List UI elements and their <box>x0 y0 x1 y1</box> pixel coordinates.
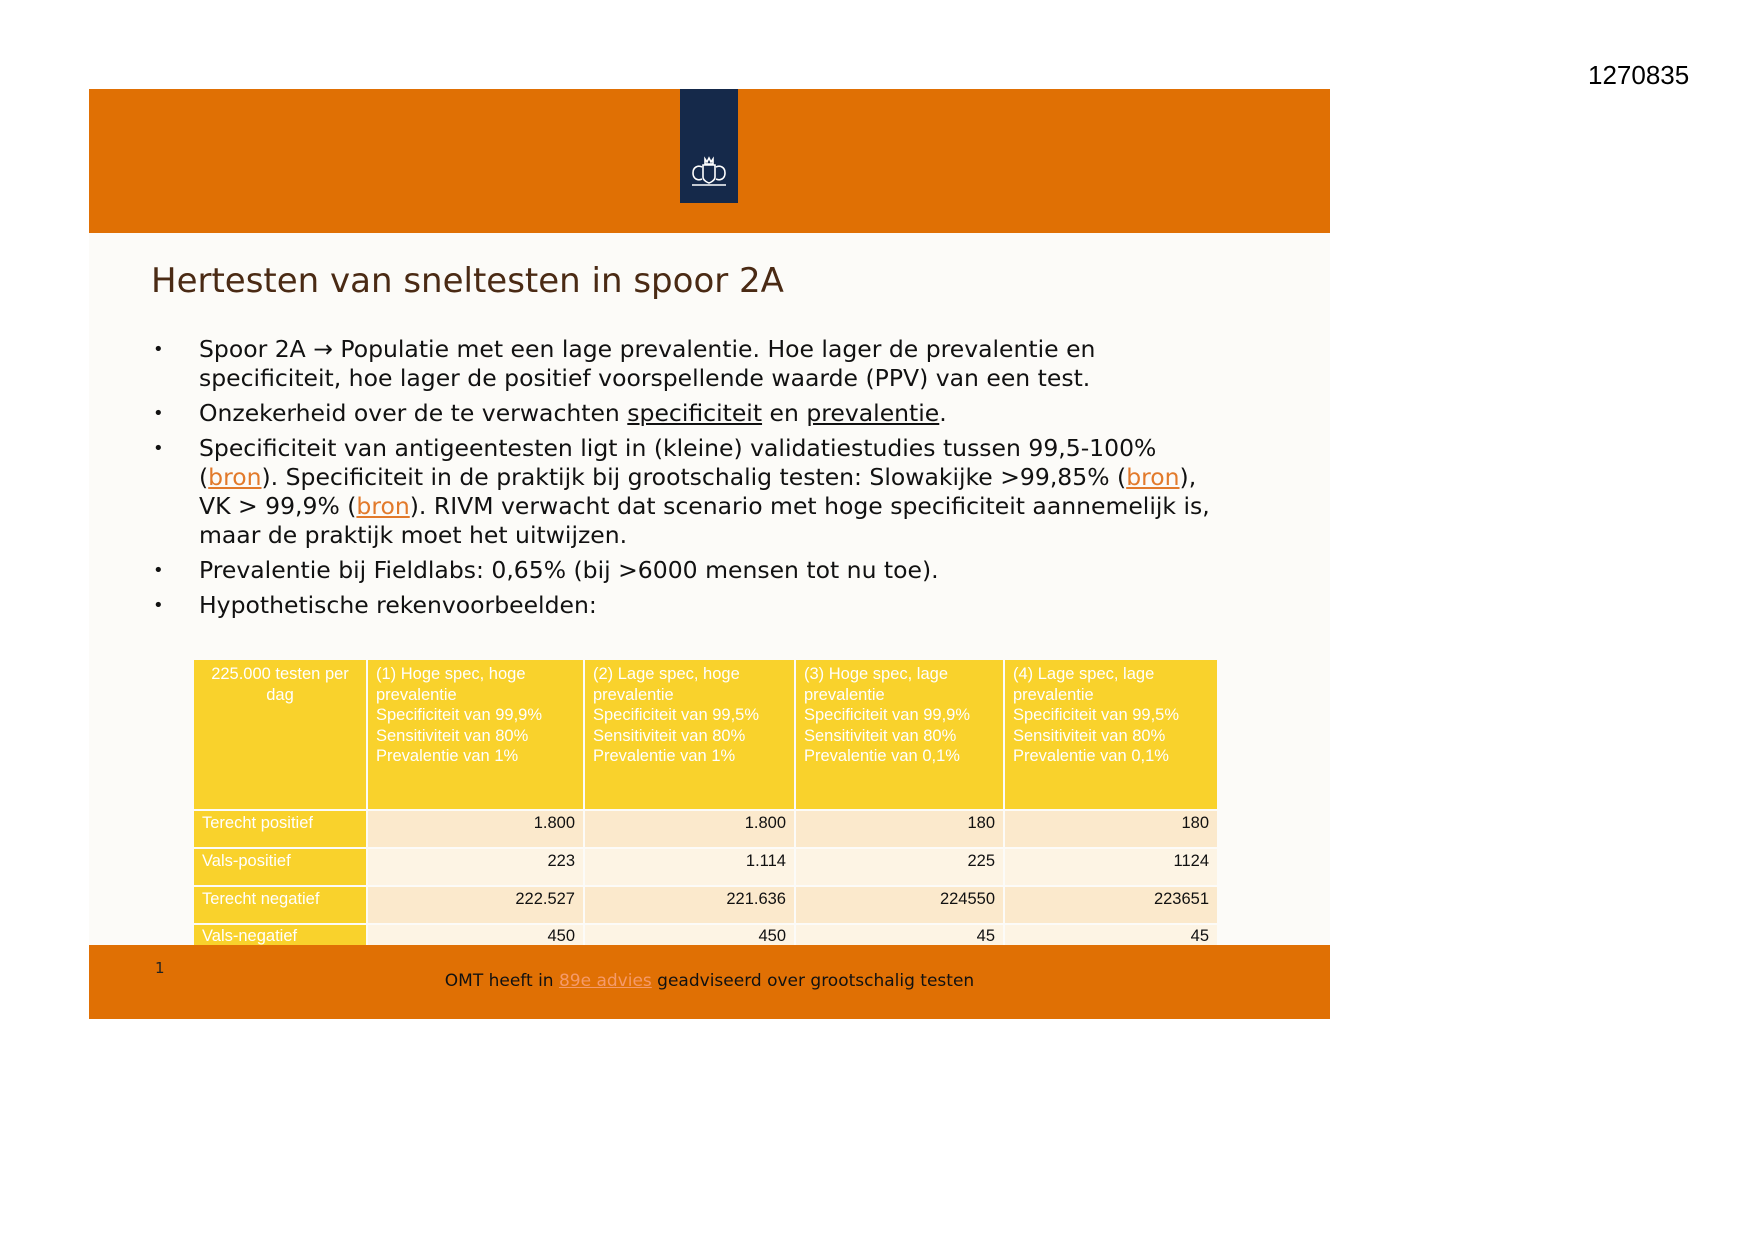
coat-of-arms-icon <box>686 153 732 189</box>
table-cell: 221.636 <box>584 886 795 924</box>
bullet-item <box>151 556 1211 585</box>
bullet-text: . <box>939 399 947 427</box>
table-cell: 223651 <box>1004 886 1218 924</box>
header-line: (1) Hoge spec, hoge prevalentie <box>376 665 526 704</box>
header-line: (2) Lage spec, hoge prevalentie <box>593 665 740 704</box>
bullet-text: Specificiteit van antigeentesten ligt in (kleine) validatiestudies tussen 99,5-100% ( <box>199 434 1157 491</box>
header-line: Sensitiviteit van 80% <box>804 726 957 745</box>
table-cell: 222.527 <box>367 886 584 924</box>
table-header-scenario-3 <box>795 659 1004 810</box>
header-line: Sensitiviteit van 80% <box>376 726 529 745</box>
header-line: Specificiteit van 99,5% <box>593 706 760 724</box>
footer-text <box>89 971 1330 991</box>
row-label: Terecht negatief <box>193 886 367 924</box>
table-row <box>193 848 1218 886</box>
bullet-item <box>151 434 1211 550</box>
table-header-row <box>193 659 1218 810</box>
slide <box>89 89 1330 1019</box>
bullet-text: en <box>762 399 807 427</box>
header-line: Prevalentie van 0,1% <box>804 747 960 765</box>
bron-link[interactable]: bron <box>356 492 410 520</box>
table-cell: 1.800 <box>367 810 584 848</box>
rijksoverheid-logo <box>680 89 738 203</box>
footer-banner <box>89 945 1330 1019</box>
bullet-text: Hypothetische rekenvoorbeelden: <box>199 591 597 619</box>
table-row <box>193 810 1218 848</box>
document-id: 1270835 <box>1588 60 1690 90</box>
header-line: Prevalentie van 0,1% <box>1013 747 1169 765</box>
page-number: 1 <box>155 959 165 977</box>
table-cell: 450 <box>367 924 584 950</box>
table-cell: 450 <box>584 924 795 950</box>
bullet-text: ). Specificiteit in de praktijk bij grootschalig testen: Slowakijke >99,85% ( <box>261 463 1127 491</box>
bron-link[interactable]: bron <box>1126 463 1180 491</box>
header-line: Specificiteit van 99,9% <box>376 706 543 724</box>
table-header-scenario-1 <box>367 659 584 810</box>
header-line: Specificiteit van 99,5% <box>1013 706 1180 724</box>
header-line: Prevalentie van 1% <box>593 747 736 765</box>
header-line: Sensitiviteit van 80% <box>593 726 746 745</box>
row-label: Terecht positief <box>193 810 367 848</box>
bron-link[interactable]: bron <box>208 463 262 491</box>
table-cell: 225 <box>795 848 1004 886</box>
header-banner <box>89 89 1330 233</box>
bullet-text: ). RIVM verwacht dat scenario met hoge specificiteit aannemelijk is, maar de praktijk moet het uitwijzen. <box>199 492 1210 549</box>
advies-link[interactable]: 89e advies <box>558 971 652 991</box>
bullet-item <box>151 335 1211 393</box>
scenario-table <box>192 658 1219 951</box>
bullet-item <box>151 591 1211 620</box>
table-cell: 1.800 <box>584 810 795 848</box>
table-cell: 1124 <box>1004 848 1218 886</box>
footer-text-pre: OMT heeft in <box>444 971 559 991</box>
header-line: Prevalentie van 1% <box>376 747 519 765</box>
bullet-list <box>151 335 1211 626</box>
bullet-text: Prevalentie bij Fieldlabs: 0,65% (bij >6000 mensen tot nu toe). <box>199 556 939 584</box>
table-cell: 45 <box>1004 924 1218 950</box>
prevalentie-link[interactable]: prevalentie <box>806 399 940 427</box>
table-cell: 223 <box>367 848 584 886</box>
table-cell: 224550 <box>795 886 1004 924</box>
header-line: (4) Lage spec, lage prevalentie <box>1013 665 1155 704</box>
table-header-scenario-2 <box>584 659 795 810</box>
header-line: Specificiteit van 99,9% <box>804 706 971 724</box>
table-cell: 1.114 <box>584 848 795 886</box>
table-cell: 180 <box>795 810 1004 848</box>
table-corner-cell: 225.000 testen per dag <box>193 659 367 810</box>
bullet-text: Spoor 2A → Populatie met een lage prevalentie. Hoe lager de prevalentie en specificiteit, hoe lager de positief voorspellende waarde (PPV) van een test. <box>199 335 1096 392</box>
table-cell: 180 <box>1004 810 1218 848</box>
table-header-scenario-4 <box>1004 659 1218 810</box>
table-row <box>193 886 1218 924</box>
table-cell: 45 <box>795 924 1004 950</box>
slide-title: Hertesten van sneltesten in spoor 2A <box>151 261 784 301</box>
bullet-text: Onzekerheid over de te verwachten <box>199 399 628 427</box>
header-line: Sensitiviteit van 80% <box>1013 726 1166 745</box>
row-label: Vals-negatief <box>193 924 367 950</box>
bullet-text: ), VK > 99,9% ( <box>199 463 1197 520</box>
header-line: (3) Hoge spec, lage prevalentie <box>804 665 948 704</box>
bullet-item <box>151 399 1211 428</box>
specificiteit-link[interactable]: specificiteit <box>627 399 763 427</box>
row-label: Vals-positief <box>193 848 367 886</box>
footer-text-post: geadviseerd over grootschalig testen <box>651 971 975 991</box>
